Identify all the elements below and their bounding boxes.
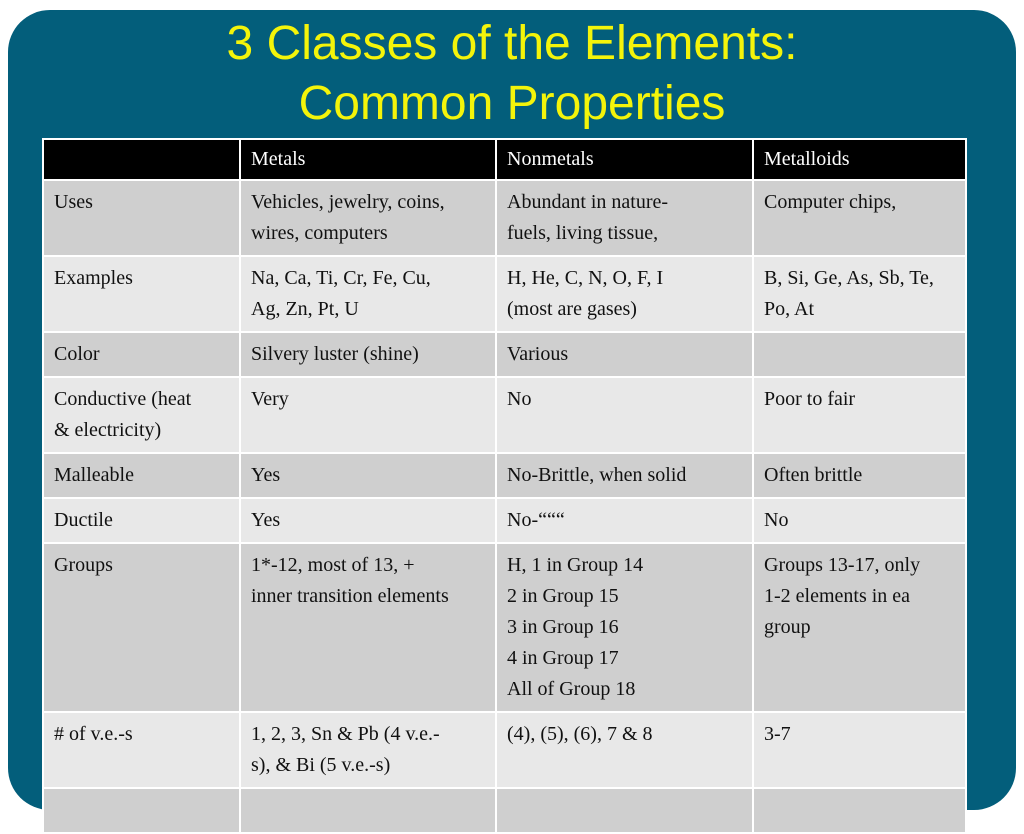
table-cell-metals: [240, 453, 496, 498]
table-row: [43, 377, 966, 453]
cell-text-line: 3-7: [764, 723, 791, 745]
table-cell-metals: [240, 332, 496, 377]
table-cell-metalloids: [753, 543, 966, 712]
cell-text-line: [764, 795, 955, 826]
cell-text-line: Groups: [54, 554, 113, 576]
table-cell-nonmetals: [496, 332, 753, 377]
table-row: [43, 712, 966, 788]
cell-text-line: fuels, living tissue,: [507, 222, 659, 244]
table-row: [43, 256, 966, 332]
table-cell-metalloids: [753, 453, 966, 498]
properties-table: [42, 138, 967, 834]
cell-text-line: Examples: [54, 267, 133, 289]
table-cell-nonmetals: [496, 256, 753, 332]
cell-text-line: 4 in Group 17: [507, 647, 619, 669]
cell-text-line: B, Si, Ge, As, Sb, Te,: [764, 267, 934, 289]
header-cell-metalloids: Metalloids: [753, 139, 966, 180]
table-row: [43, 788, 966, 833]
slide-title: [0, 14, 1024, 134]
table-cell-nonmetals: [496, 180, 753, 256]
table-body: [43, 180, 966, 833]
table-cell-property: [43, 712, 240, 788]
table-cell-metals: [240, 377, 496, 453]
cell-text-line: [251, 795, 485, 826]
cell-text-line: 1*-12, most of 13, +: [251, 554, 415, 576]
table-cell-metals: [240, 498, 496, 543]
slide-title-line-2: Common Properties: [298, 77, 726, 130]
cell-text-line: Na, Ca, Ti, Cr, Fe, Cu,: [251, 267, 431, 289]
table-header-row: [43, 139, 966, 180]
table-row: [43, 543, 966, 712]
header-cell-nonmetals: Nonmetals: [496, 139, 753, 180]
table-cell-property: [43, 543, 240, 712]
table-cell-nonmetals: [496, 453, 753, 498]
table-cell-nonmetals: [496, 377, 753, 453]
table-cell-metalloids: [753, 498, 966, 543]
table-cell-nonmetals: [496, 712, 753, 788]
table-cell-property: [43, 256, 240, 332]
table-cell-metals: [240, 180, 496, 256]
table-cell-metalloids: [753, 788, 966, 833]
table-cell-property: [43, 453, 240, 498]
table-cell-metals: [240, 543, 496, 712]
cell-text-line: Po, At: [764, 298, 815, 320]
cell-text-line: Ductile: [54, 509, 113, 531]
cell-text-line: Computer chips,: [764, 191, 897, 213]
cell-text-line: s), & Bi (5 v.e.-s): [251, 754, 391, 776]
cell-text-line: All of Group 18: [507, 678, 636, 700]
table-cell-nonmetals: [496, 543, 753, 712]
cell-text-line: H, 1 in Group 14: [507, 554, 644, 576]
cell-text-line: Ag, Zn, Pt, U: [251, 298, 359, 320]
cell-text-line: (4), (5), (6), 7 & 8: [507, 723, 653, 745]
cell-text-line: Various: [507, 343, 569, 365]
table-cell-metalloids: [753, 180, 966, 256]
table-cell-property: [43, 180, 240, 256]
cell-text-line: & electricity): [54, 419, 162, 441]
table-cell-metalloids: [753, 256, 966, 332]
cell-text-line: 1, 2, 3, Sn & Pb (4 v.e.-: [251, 723, 440, 745]
table-cell-property: [43, 498, 240, 543]
header-cell-blank: [43, 139, 240, 180]
slide-title-line-1: 3 Classes of the Elements:: [226, 17, 798, 70]
cell-text-line: Poor to fair: [764, 388, 856, 410]
cell-text-line: No-“““: [507, 509, 565, 531]
table-cell-property: [43, 788, 240, 833]
cell-text-line: # of v.e.-s: [54, 723, 133, 745]
cell-text-line: wires, computers: [251, 222, 388, 244]
cell-text-line: 3 in Group 16: [507, 616, 619, 638]
cell-text-line: [54, 795, 229, 826]
table-row: [43, 180, 966, 256]
table-cell-nonmetals: [496, 498, 753, 543]
cell-text-line: Often brittle: [764, 464, 863, 486]
cell-text-line: Abundant in nature-: [507, 191, 669, 213]
cell-text-line: Uses: [54, 191, 93, 213]
table-row: [43, 332, 966, 377]
table-row: [43, 498, 966, 543]
table-cell-metalloids: [753, 332, 966, 377]
cell-text-line: 2 in Group 15: [507, 585, 619, 607]
table-cell-metals: [240, 712, 496, 788]
cell-text-line: Silvery luster (shine): [251, 343, 419, 365]
table-cell-metalloids: [753, 377, 966, 453]
cell-text-line: Yes: [251, 464, 281, 486]
cell-text-line: [764, 339, 955, 370]
cell-text-line: No-Brittle, when solid: [507, 464, 687, 486]
cell-text-line: No: [507, 388, 532, 410]
table-cell-metalloids: [753, 712, 966, 788]
cell-text-line: Malleable: [54, 464, 134, 486]
cell-text-line: Color: [54, 343, 100, 365]
cell-text-line: H, He, C, N, O, F, I: [507, 267, 664, 289]
table-cell-property: [43, 332, 240, 377]
cell-text-line: No: [764, 509, 789, 531]
cell-text-line: Conductive (heat: [54, 388, 192, 410]
table-cell-property: [43, 377, 240, 453]
cell-text-line: Vehicles, jewelry, coins,: [251, 191, 445, 213]
cell-text-line: (most are gases): [507, 298, 637, 320]
cell-text-line: group: [764, 616, 811, 638]
table-row: [43, 453, 966, 498]
cell-text-line: Yes: [251, 509, 281, 531]
cell-text-line: Groups 13-17, only: [764, 554, 921, 576]
cell-text-line: 1-2 elements in ea: [764, 585, 911, 607]
cell-text-line: [507, 795, 742, 826]
cell-text-line: inner transition elements: [251, 585, 449, 607]
header-cell-metals: Metals: [240, 139, 496, 180]
table-cell-metals: [240, 788, 496, 833]
table-cell-nonmetals: [496, 788, 753, 833]
table-cell-metals: [240, 256, 496, 332]
cell-text-line: Very: [251, 388, 289, 410]
